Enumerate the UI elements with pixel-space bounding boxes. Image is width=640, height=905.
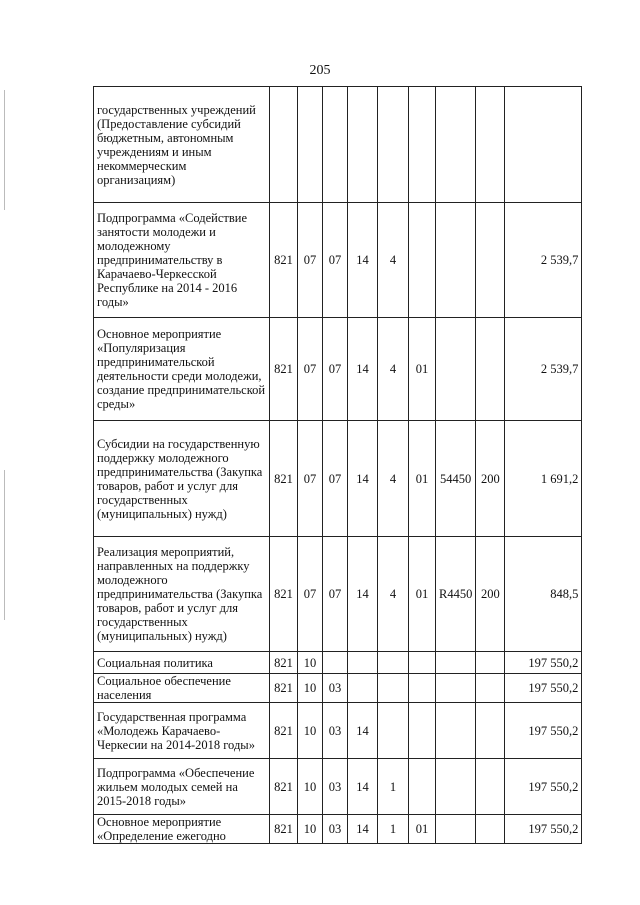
code-cell [409,652,436,674]
page-number: 205 [309,63,331,78]
table-row [94,318,582,421]
code-cell [270,87,298,203]
code-cell [436,318,476,421]
code-cell: 1 [378,759,409,815]
code-cell: 14 [348,318,378,421]
amount-cell: 197 550,2 [505,652,582,674]
code-cell: 821 [270,318,298,421]
code-cell: 10 [298,674,323,703]
code-cell [476,652,505,674]
table-row [94,203,582,318]
table-row [94,674,582,703]
row-name-cell: Основное мероприятие «Определение ежегодно [94,815,270,844]
code-cell: 10 [298,759,323,815]
table-row [94,815,582,844]
code-cell: 01 [409,421,436,537]
code-cell [348,674,378,703]
code-cell: 821 [270,674,298,703]
code-cell: 4 [378,537,409,652]
code-cell: 821 [270,421,298,537]
code-cell: 821 [270,652,298,674]
code-cell [348,87,378,203]
code-cell: 821 [270,759,298,815]
code-cell: 821 [270,203,298,318]
code-cell [348,652,378,674]
amount-cell: 197 550,2 [505,703,582,759]
code-cell [476,318,505,421]
code-cell: 07 [298,421,323,537]
code-cell: 03 [323,703,348,759]
code-cell [476,87,505,203]
code-cell [409,703,436,759]
code-cell: 07 [323,421,348,537]
table-row [94,759,582,815]
code-cell: 10 [298,815,323,844]
row-name-cell: Основное мероприятие «Популяризация предпринимательской деятельности среди молодежи, создание предпринимательской среды» [94,318,270,421]
code-cell: 821 [270,815,298,844]
code-cell: 07 [323,318,348,421]
code-cell: 01 [409,318,436,421]
code-cell: 200 [476,537,505,652]
code-cell: 07 [323,537,348,652]
code-cell [476,759,505,815]
code-cell: 07 [298,203,323,318]
code-cell: 07 [298,537,323,652]
code-cell [476,815,505,844]
code-cell: 03 [323,815,348,844]
amount-cell: 2 539,7 [505,318,582,421]
code-cell: 4 [378,421,409,537]
code-cell: 821 [270,537,298,652]
amount-cell: 197 550,2 [505,815,582,844]
code-cell [436,87,476,203]
code-cell: 4 [378,203,409,318]
amount-cell: 2 539,7 [505,203,582,318]
row-name-cell: Социальное обеспечение населения [94,674,270,703]
amount-cell: 1 691,2 [505,421,582,537]
code-cell [436,759,476,815]
code-cell [409,87,436,203]
code-cell [409,203,436,318]
code-cell [378,703,409,759]
amount-cell: 197 550,2 [505,674,582,703]
code-cell [378,674,409,703]
code-cell [298,87,323,203]
row-name-cell: Подпрограмма «Обеспечение жильем молодых семей на 2015-2018 годы» [94,759,270,815]
row-name-cell: Подпрограмма «Содействие занятости молодежи и молодежному предпринимательству в Карачаево-Черкесской Республике на 2014 - 2016 годы» [94,203,270,318]
code-cell [436,674,476,703]
code-cell: 07 [298,318,323,421]
row-name-cell: Социальная политика [94,652,270,674]
row-name-cell: Реализация мероприятий, направленных на поддержку молодежного предпринимательства (Закупка товаров, работ и услуг для государственных (муниципальных) нужд) [94,537,270,652]
code-cell [476,203,505,318]
table-row [94,703,582,759]
code-cell: 14 [348,815,378,844]
amount-cell: 197 550,2 [505,759,582,815]
margin-mark [4,90,5,210]
code-cell [378,87,409,203]
code-cell: 10 [298,652,323,674]
code-cell: 03 [323,674,348,703]
code-cell [436,203,476,318]
code-cell: 10 [298,703,323,759]
table-row [94,87,582,203]
row-name-cell: государственных учреждений (Предоставление субсидий бюджетным, автономным учреждениям и иным некоммерческим организациям) [94,87,270,203]
code-cell [436,652,476,674]
amount-cell [505,87,582,203]
code-cell [436,815,476,844]
code-cell: 14 [348,421,378,537]
budget-table [93,86,582,844]
code-cell: 54450 [436,421,476,537]
code-cell: 01 [409,815,436,844]
code-cell [409,674,436,703]
code-cell: 14 [348,537,378,652]
code-cell: R4450 [436,537,476,652]
margin-mark [4,470,5,620]
code-cell: 1 [378,815,409,844]
code-cell: 4 [378,318,409,421]
code-cell [409,759,436,815]
table-row [94,652,582,674]
code-cell [476,674,505,703]
code-cell [378,652,409,674]
code-cell [323,87,348,203]
code-cell: 14 [348,759,378,815]
row-name-cell: Государственная программа «Молодежь Карачаево-Черкесии на 2014-2018 годы» [94,703,270,759]
table-row [94,421,582,537]
code-cell: 03 [323,759,348,815]
code-cell: 01 [409,537,436,652]
code-cell: 07 [323,203,348,318]
code-cell: 200 [476,421,505,537]
code-cell: 821 [270,703,298,759]
table-row [94,537,582,652]
code-cell [476,703,505,759]
code-cell: 14 [348,703,378,759]
amount-cell: 848,5 [505,537,582,652]
row-name-cell: Субсидии на государственную поддержку молодежного предпринимательства (Закупка товаров, работ и услуг для государственных (муниципальных) нужд) [94,421,270,537]
code-cell: 14 [348,203,378,318]
code-cell [436,703,476,759]
code-cell [323,652,348,674]
